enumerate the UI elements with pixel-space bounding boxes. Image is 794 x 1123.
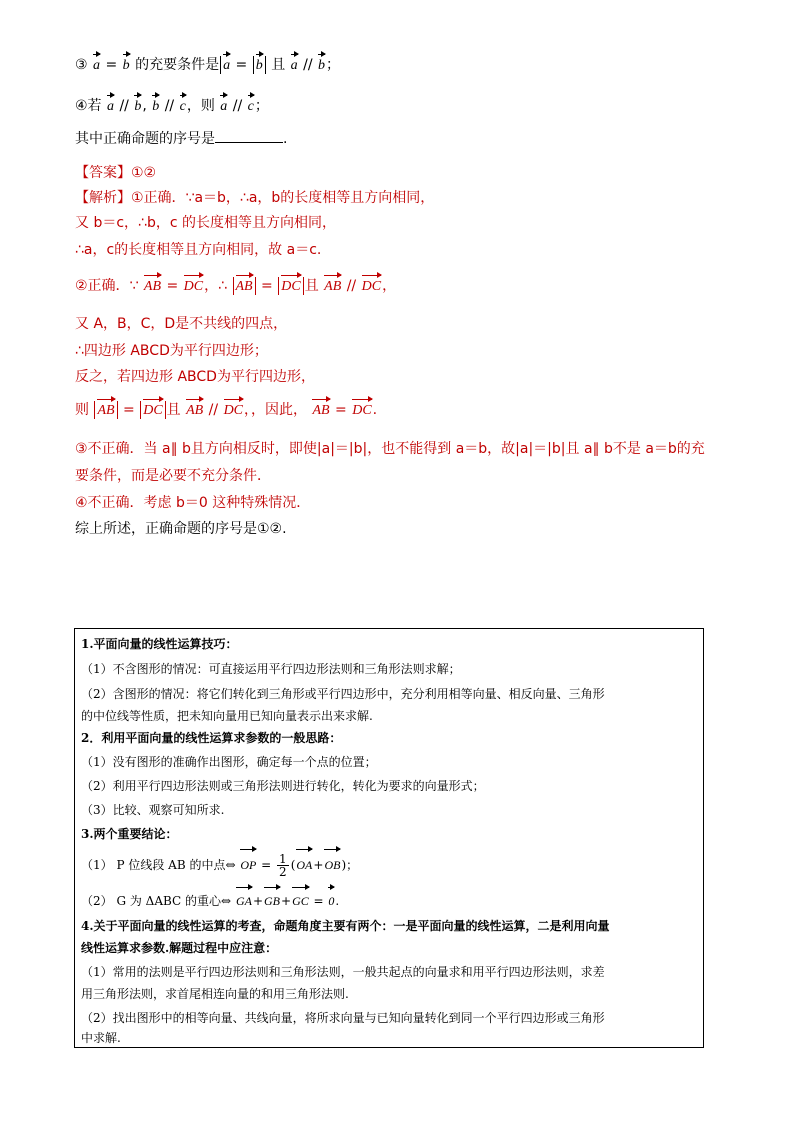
summary-text: 的中位线等性质，把未知向量用已知向量表示出来求解. xyxy=(81,709,373,723)
summary-text: 用三角形法则，求首尾相连向量的和用三角形法则. xyxy=(81,987,349,1001)
analysis-line-3: ∴a，c的长度相等且方向相同，故 a＝c. xyxy=(75,242,322,258)
analysis-line-4: ②正确．∵ AB = DC，∴ AB = DC 且 AB // DC， xyxy=(75,276,396,297)
conclusion-2: （2） G 为 ΔABC 的重心⇔ GA+GB+GC = 0. xyxy=(81,889,339,913)
analysis-conclusion: 综上所述，正确命题的序号是①②. xyxy=(75,521,287,537)
analysis-line-7: 反之，若四边形 ABCD为平行四边形， xyxy=(75,369,315,385)
summary-text: （1）没有图形的准确作出图形，确定每一个点的位置； xyxy=(81,755,377,769)
question: 其中正确命题的序号是 . xyxy=(75,128,287,149)
summary-box xyxy=(74,628,704,1048)
summary-text: （2）找出图形中的相等向量、共线向量，将所求向量与已知向量转化到同一个平行四边形或三角形 xyxy=(81,1011,605,1025)
analysis-line-5: 又 A，B，C，D是不共线的四点， xyxy=(75,316,288,332)
item-3: ③ a = b 的充要条件是 a = b 且 a // b； xyxy=(75,55,340,76)
vector-b: b xyxy=(122,56,131,76)
summary-text: （3）比较、观察可知所求. xyxy=(81,803,225,817)
summary-heading-1: 1.平面向量的线性运算技巧： xyxy=(81,637,238,651)
analysis-line-9: ③不正确．当 a∥ b且方向相反时，即使|a|＝|b|，也不能得到 a＝b，故|a|＝|b|且 a∥ b不是 a＝b的充 xyxy=(75,441,705,457)
fraction-half: $\frac{1}{2}$ xyxy=(279,852,287,879)
summary-heading-2: 2．利用平面向量的线性运算求参数的一般思路： xyxy=(81,731,342,745)
analysis-line-10: 要条件，而是必要不充分条件． xyxy=(75,468,271,484)
summary-text: 中求解. xyxy=(81,1031,121,1045)
analysis-line-8: 则 AB = DC 且 AB // DC，，因此， AB = DC. xyxy=(75,400,377,421)
analysis-line-2: 又 b＝c，∴b，c 的长度相等且方向相同， xyxy=(75,215,336,231)
summary-text: （1）不含图形的情况：可直接运用平行四边形法则和三角形法则求解； xyxy=(81,662,461,676)
vector-a: a xyxy=(92,56,101,76)
analysis-line-1: 【解析】①正确．∵a＝b，∴a，b的长度相等且方向相同， xyxy=(75,190,435,206)
answer-line: 【答案】①② xyxy=(75,165,157,181)
summary-text: （1）常用的法则是平行四边形法则和三角形法则，一般共起点的向量求和用平行四边形法则，求差 xyxy=(81,965,605,979)
conclusion-1: （1） P 位线段 AB 的中点⇔ OP = $\frac{1}{2}$ (OA+OB)； xyxy=(81,852,359,879)
summary-text: （2）含图形的情况：将它们转化到三角形或平行四边形中，充分利用相等向量、相反向量、三角形 xyxy=(81,687,605,701)
summary-heading-4: 4.关于平面向量的线性运算的考查，命题角度主要有两个：一是平面向量的线性运算，二是利用向量 xyxy=(81,919,610,933)
summary-text: （2）利用平行四边形法则或三角形法则进行转化，转化为要求的向量形式； xyxy=(81,779,485,793)
item-4: ④若 a // b, b // c，则 a // c； xyxy=(75,96,269,117)
analysis-line-6: ∴四边形 ABCD为平行四边形； xyxy=(75,343,268,359)
answer-blank xyxy=(215,128,283,143)
summary-heading-3: 3.两个重要结论： xyxy=(81,827,178,841)
summary-heading-4b: 线性运算求参数.解题过程中应注意： xyxy=(81,941,278,955)
analysis-line-11: ④不正确．考虑 b＝0 这种特殊情况． xyxy=(75,495,311,511)
